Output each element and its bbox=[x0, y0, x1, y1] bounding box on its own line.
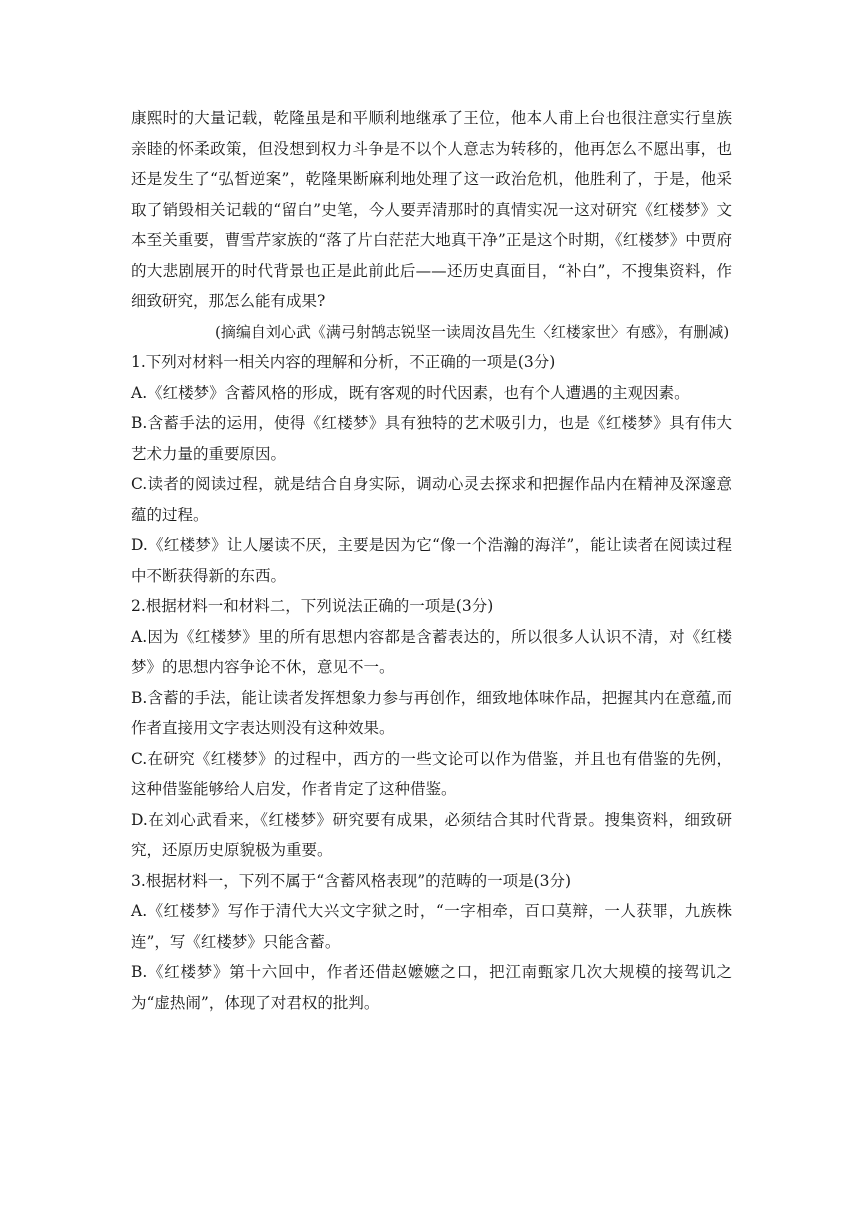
source-citation: (摘编自刘心武《满弓射鹄志锐坚一读周汝昌先生〈红楼家世〉有感》，有删减) bbox=[215, 322, 730, 341]
option-d: D.《红楼梦》让人屡读不厌，主要是因为它“像一个浩瀚的海洋”，能让读者在阅读过程中不断获得新的东西。 bbox=[131, 536, 732, 585]
option-a: A.《红楼梦》写作于清代大兴文字狱之时，“一字相牵，百口莫辩，一人获罪，九族株连”，写《红楼梦》只能含蓄。 bbox=[131, 902, 732, 951]
option-d: D.在刘心武看来，《红楼梦》研究要有成果，必须结合其时代背景。搜集资料，细致研究，还原历史原貌极为重要。 bbox=[131, 810, 732, 859]
option-b: B.《红楼梦》第十六回中，作者还借赵嬷嬷之口，把江南甄家几次大规模的接驾讥之为“虚热闹”，体现了对君权的批判。 bbox=[131, 963, 732, 1012]
option-c: C.读者的阅读过程，就是结合自身实际，调动心灵去探求和把握作品内在精神及深邃意蕴的过程。 bbox=[131, 475, 732, 524]
question-stem: 1.下列对材料一相关内容的理解和分析，不正确的一项是(3分) bbox=[131, 353, 556, 371]
question-stem: 2.根据材料一和材料二，下列说法正确的一项是(3分) bbox=[131, 597, 494, 615]
option-a: A.因为《红楼梦》里的所有思想内容都是含蓄表达的，所以很多人认识不清，对《红楼梦》的思想内容争论不休，意见不一。 bbox=[131, 627, 732, 676]
question-stem: 3.根据材料一，下列不属于“含蓄风格表现”的范畴的一项是(3分) bbox=[131, 871, 572, 890]
option-c: C.在研究《红楼梦》的过程中，西方的一些文论可以作为借鉴，并且也有借鉴的先例，这种借鉴能够给人启发，作者肯定了这种借鉴。 bbox=[131, 749, 732, 798]
question-2 bbox=[131, 591, 732, 866]
option-b: B.含蓄手法的运用，使得《红楼梦》具有独特的艺术吸引力，也是《红楼梦》具有伟大艺术力量的重要原因。 bbox=[131, 414, 732, 463]
passage-paragraph: 康熙时的大量记载，乾隆虽是和平顺利地继承了王位，他本人甫上台也很注意实行皇族亲睦的怀柔政策，但没想到权力斗争是不以个人意志为转移的，他再怎么不愿出事，也还是发生了“弘皙逆案”，乾隆果断麻利地处理了这一政治危机，他胜利了，于是，他采取了销毁相关记载的“留白”史笔，今人要弄清那时的真情实况一这对研究《红楼梦》文本至关重要，曹雪芹家族的“落了片白茫茫大地真干净”正是这个时期，《红楼梦》中贾府的大悲剧展开的时代背景也正是此前此后——还历史真面目，“补白”，不搜集资料，作细致研究，那怎么能有成果? bbox=[131, 109, 732, 310]
option-b: B.含蓄的手法，能让读者发挥想象力参与再创作，细致地体味作品，把握其内在意蕴,而作者直接用文字表达则没有这种效果。 bbox=[131, 688, 732, 737]
question-1 bbox=[131, 347, 732, 591]
question-3 bbox=[131, 866, 732, 1019]
option-a: A.《红楼梦》含蓄风格的形成，既有客观的时代因素，也有个人遭遇的主观因素。 bbox=[131, 383, 690, 402]
